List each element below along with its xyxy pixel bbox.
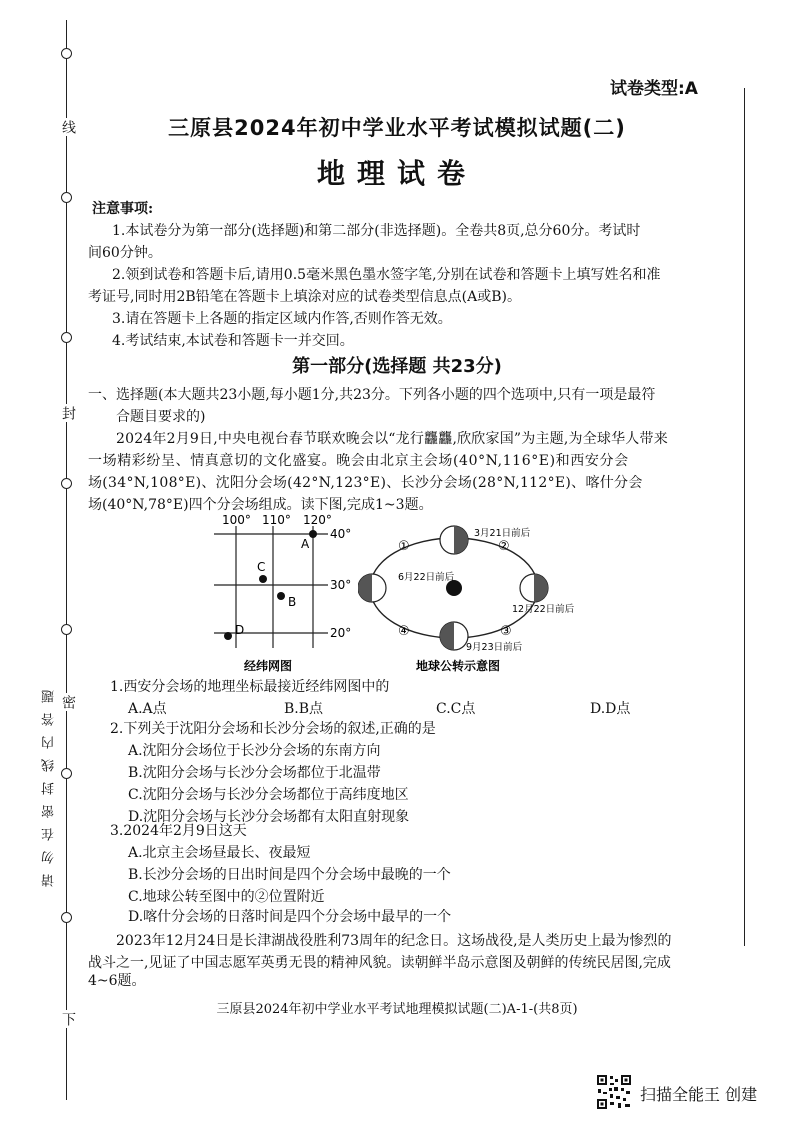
orbit-label-mar21: 3月21日前后: [474, 528, 531, 539]
question-3-stem: 3.2024年2月9日这天: [110, 823, 247, 839]
passage2-line: 战斗之一,见证了中国志愿军英勇无畏的精神风貌。读朝鲜半岛示意图及朝鲜的传统民居图,完成: [88, 955, 671, 971]
earth-orbit-figure: [358, 518, 598, 680]
question-3-option-d: D.喀什分会场的日落时间是四个分会场中最早的一个: [128, 909, 452, 925]
earth-top: [440, 526, 468, 554]
question-3-option-c: C.地球公转至图中的②位置附近: [128, 889, 325, 905]
page-footer: 三原县2024年初中学业水平考试地理模拟试题(二)A-1-(共8页): [216, 1002, 578, 1017]
lat-label-20: 20°: [330, 626, 352, 640]
notice-item-2: 2.领到试卷和答题卡后,请用0.5毫米黑色墨水签字笔,分别在试卷和答题卡上填写姓名和准: [112, 267, 661, 283]
question-1-stem: 1.西安分会场的地理坐标最接近经纬网图中的: [110, 679, 390, 695]
binding-word-xian: 线: [60, 120, 76, 134]
question-1-option-a: A.A点: [128, 701, 167, 717]
point-d-label: D: [235, 623, 245, 637]
binding-bottom-char: 下: [60, 1012, 76, 1026]
lat-label-40: 40°: [330, 527, 352, 541]
scanner-watermark: 扫描全能王 创建: [640, 1085, 758, 1104]
passage2-line: 2023年12月24日是长津湖战役胜利73周年的纪念日。这场战役,是人类历史上最为惨烈的: [116, 933, 672, 949]
binding-hole: [61, 332, 72, 343]
earth-right: [520, 574, 548, 602]
orbit-map-caption: 地球公转示意图: [416, 659, 501, 673]
notice-heading: 注意事项:: [92, 201, 154, 217]
question-2-option-c: C.沈阳分会场与长沙分会场都位于高纬度地区: [128, 787, 409, 803]
lat-label-30: 30°: [330, 578, 352, 592]
binding-note: 请勿在密封线内答题: [42, 680, 57, 887]
question-3-option-b: B.长沙分会场的日出时间是四个分会场中最晚的一个: [128, 867, 451, 883]
orbit-num-4: ④: [398, 624, 410, 639]
point-c-label: C: [257, 560, 266, 574]
qr-code-icon: [596, 1074, 632, 1110]
passage1-line: 场(34°N,108°E)、沈阳分会场(42°N,123°E)、长沙分会场(28°N,112°E)、喀什分会: [88, 475, 643, 491]
orbit-label-sep23: 9月23日前后: [466, 642, 523, 653]
point-a-label: A: [301, 537, 310, 551]
paper-type: 试卷类型:A: [610, 79, 698, 99]
binding-hole: [61, 478, 72, 489]
passage1-line: 一场精彩纷呈、情真意切的文化盛宴。晚会由北京主会场(40°N,116°E)和西安分会: [88, 453, 629, 469]
orbit-label-dec22: 12月22日前后: [512, 604, 575, 615]
binding-hole: [61, 768, 72, 779]
binding-hole: [61, 624, 72, 635]
question-1-option-b: B.B点: [284, 701, 324, 717]
question-2-stem: 2.下列关于沈阳分会场和长沙分会场的叙述,正确的是: [110, 721, 436, 737]
point-a-marker: [309, 530, 317, 538]
passage2-line: 4~6题。: [88, 973, 146, 989]
passage1-line: 2024年2月9日,中央电视台春节联欢晚会以“龙行龘龘,欣欣家国”为主题,为全球华人带来: [116, 431, 668, 447]
question-1-option-d: D.D点: [590, 701, 631, 717]
question-2-option-b: B.沈阳分会场与长沙分会场都位于北温带: [128, 765, 381, 781]
orbit-label-jun22: 6月22日前后: [398, 572, 455, 583]
notice-item-2-cont: 考证号,同时用2B铅笔在答题卡上填涂对应的试卷类型信息点(A或B)。: [88, 289, 521, 305]
notice-item-4: 4.考试结束,本试卷和答题卡一并交回。: [112, 333, 354, 349]
orbit-num-2: ②: [498, 539, 510, 554]
page-title: 三原县2024年初中学业水平考试模拟试题(二): [168, 116, 626, 140]
notice-item-1: 1.本试卷分为第一部分(选择题)和第二部分(非选择题)。全卷共8页,总分60分。考试时: [112, 223, 641, 239]
point-b-label: B: [288, 595, 297, 609]
section1-instruction: 一、选择题(本大题共23小题,每小题1分,共23分。下列各小题的四个选项中,只有一项是最符: [88, 387, 656, 403]
earth-bottom: [440, 622, 468, 650]
part1-title: 第一部分(选择题 共23分): [292, 356, 502, 377]
question-3-option-a: A.北京主会场昼最长、夜最短: [128, 845, 311, 861]
point-d-marker: [224, 632, 232, 640]
orbit-num-1: ①: [398, 539, 410, 554]
page-subtitle: 地理试卷: [316, 157, 477, 190]
right-margin-line: [744, 88, 745, 946]
point-c-marker: [259, 575, 267, 583]
binding-hole: [61, 192, 72, 203]
binding-word-feng: 封: [60, 406, 76, 420]
lon-label-120: 120°: [303, 513, 332, 527]
section1-instruction-cont: 合题目要求的): [116, 409, 206, 425]
earth-left: [358, 574, 386, 602]
latlong-grid-figure: [200, 508, 360, 678]
orbit-num-3: ③: [500, 624, 512, 639]
binding-hole: [61, 912, 72, 923]
grid-map-caption: 经纬网图: [244, 659, 293, 673]
lon-label-110: 110°: [262, 513, 291, 527]
lon-label-100: 100°: [222, 513, 251, 527]
notice-item-1-cont: 间60分钟。: [88, 245, 162, 261]
notice-item-3: 3.请在答题卡上各题的指定区域内作答,否则作答无效。: [112, 311, 452, 327]
passage1-line: 场(40°N,78°E)四个分会场组成。读下图,完成1~3题。: [88, 497, 433, 513]
question-2-option-a: A.沈阳分会场位于长沙分会场的东南方向: [128, 743, 381, 759]
question-2-option-d: D.沈阳分会场与长沙分会场都有太阳直射现象: [128, 809, 410, 825]
binding-word-mi: 密: [60, 695, 76, 709]
question-1-option-c: C.C点: [436, 701, 476, 717]
binding-hole: [61, 48, 72, 59]
point-b-marker: [277, 592, 285, 600]
